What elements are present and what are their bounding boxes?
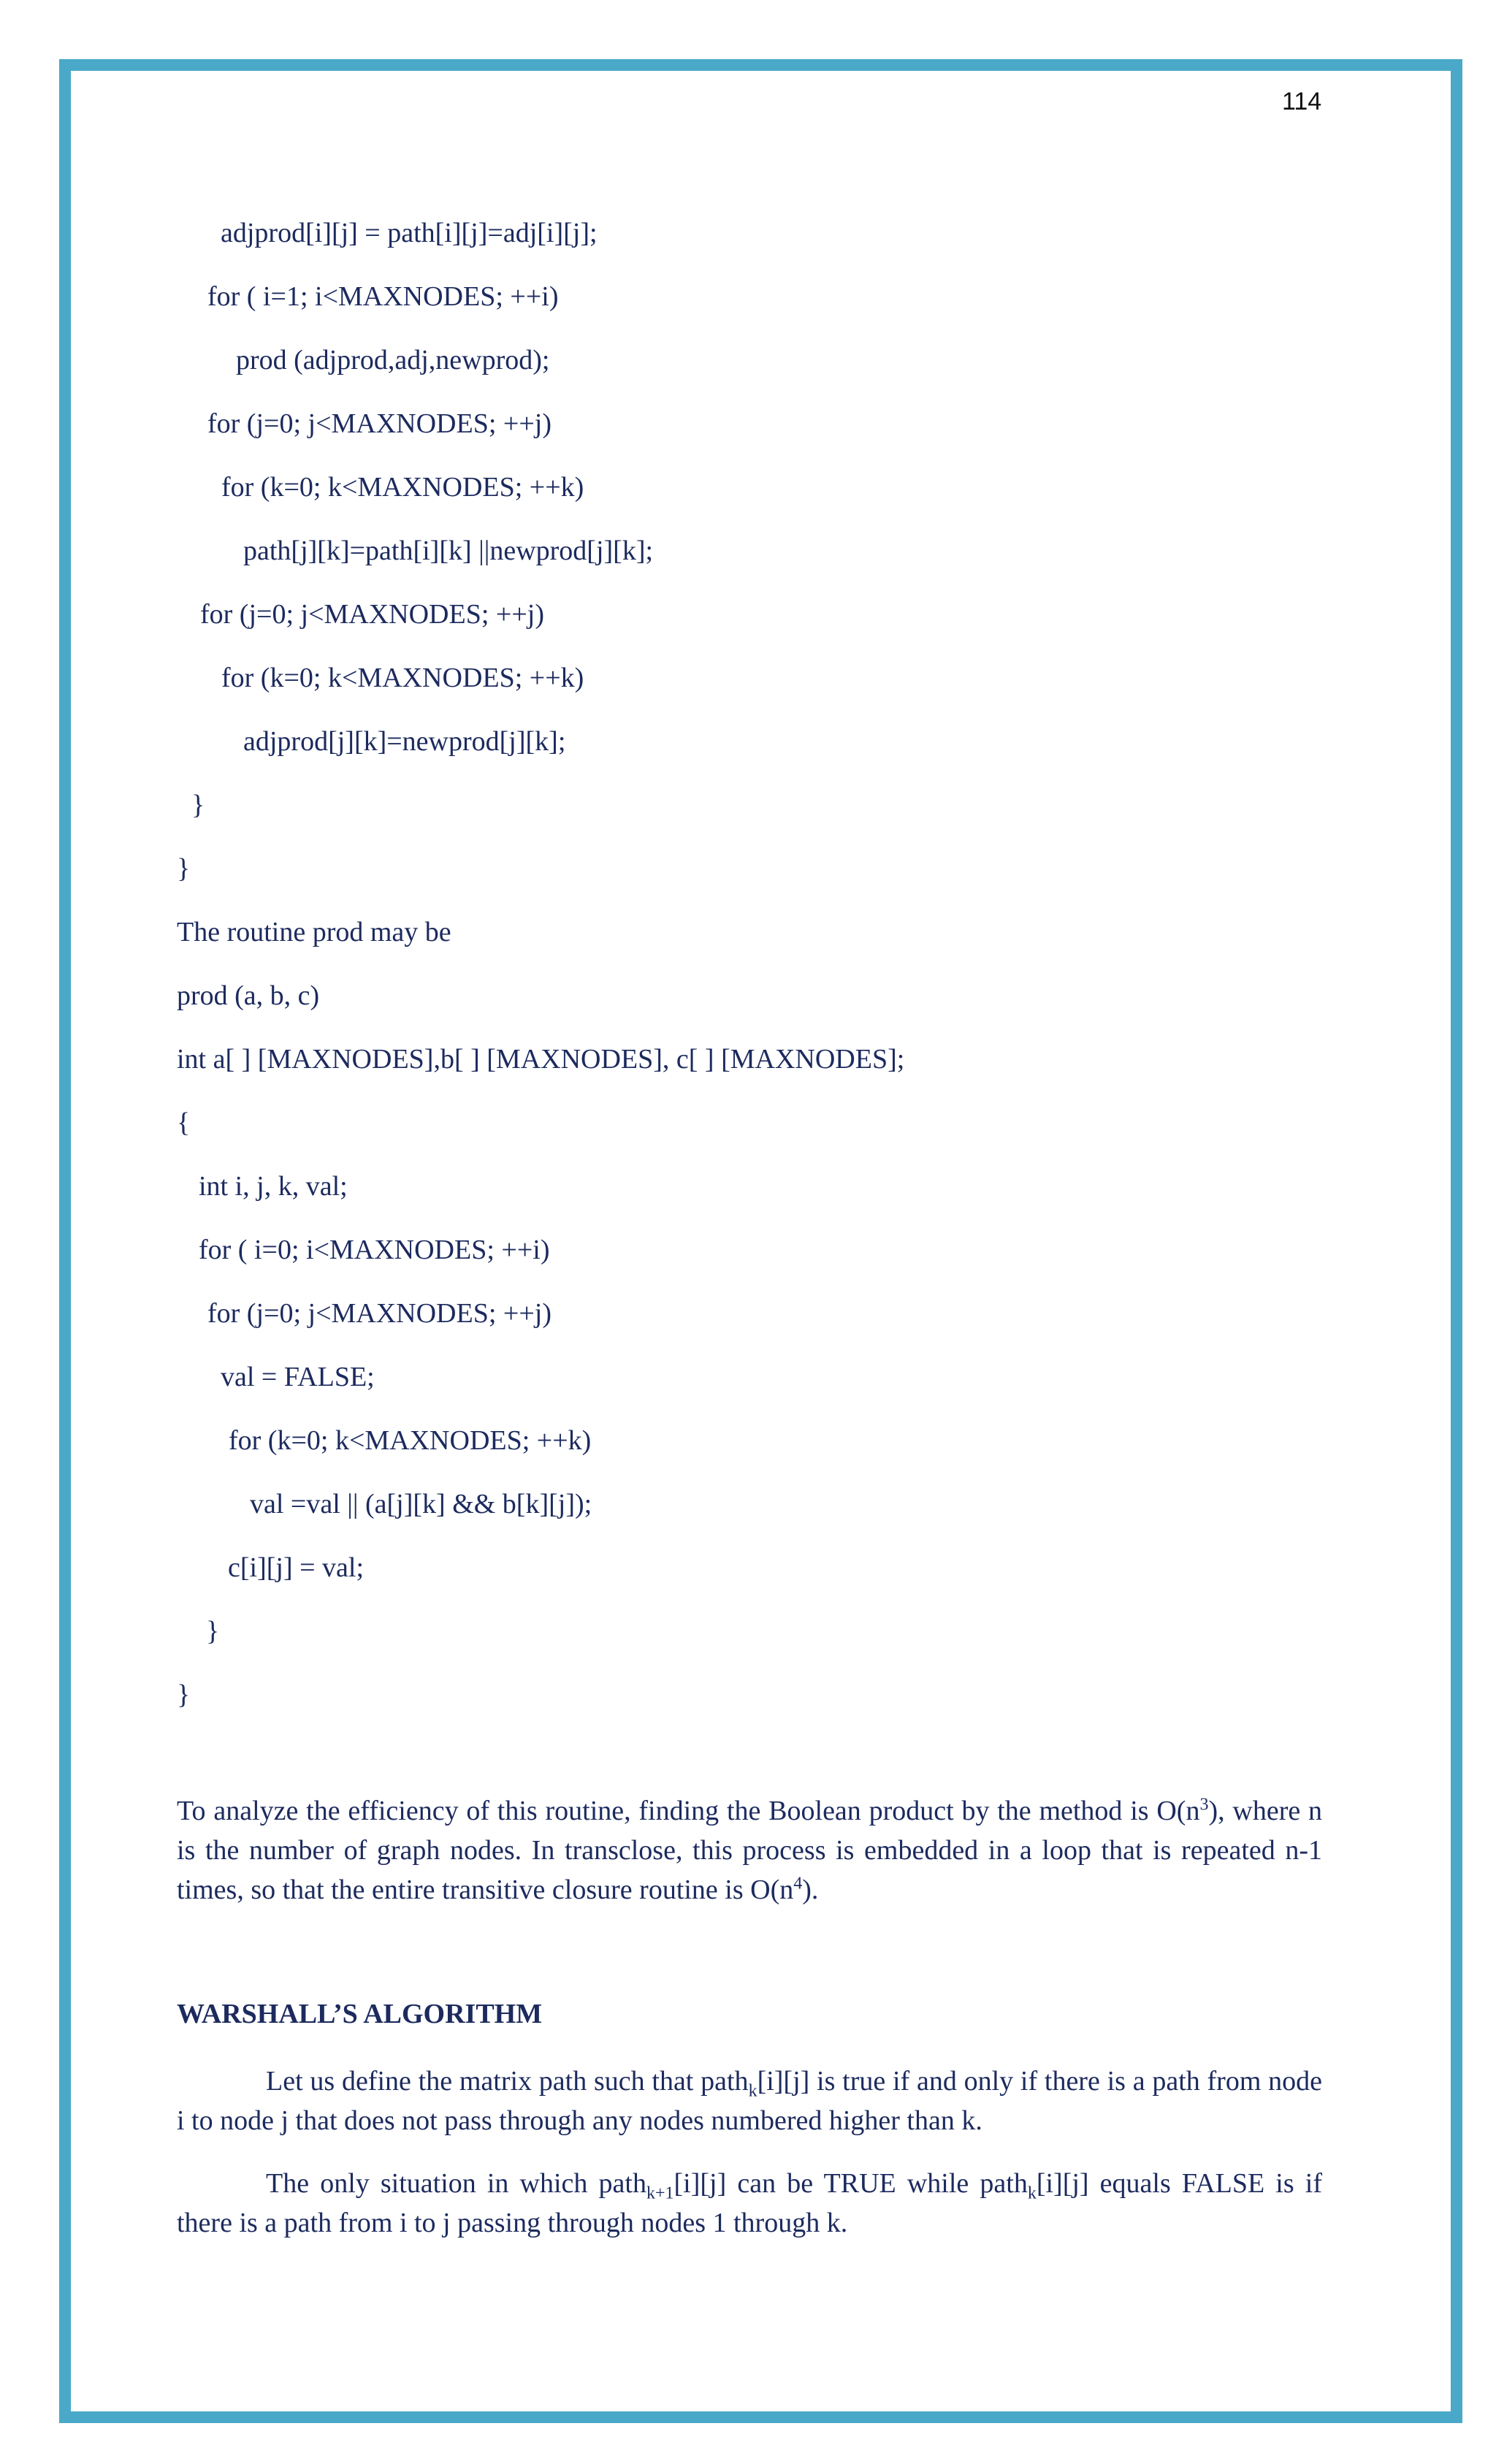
code-line: The routine prod may be bbox=[177, 917, 451, 947]
warshall-p2-text-a: The only situation in which path bbox=[266, 2168, 646, 2199]
code-line: int a[ ] [MAXNODES],b[ ] [MAXNODES], c[ ] [MAXNODES]; bbox=[177, 1044, 905, 1075]
code-line: for (j=0; j<MAXNODES; ++j) bbox=[207, 1298, 552, 1329]
warshall-p2-subscript-1: k+1 bbox=[646, 2183, 674, 2203]
code-line: c[i][j] = val; bbox=[228, 1552, 365, 1583]
warshall-p1-subscript: k bbox=[748, 2081, 757, 2101]
code-line: val =val || (a[j][k] && b[k][j]); bbox=[250, 1489, 592, 1519]
code-line: } bbox=[177, 853, 191, 884]
efficiency-text-2: ), where n is the number of graph nodes. In transclose, this process is embedded in a loop that is repeated n-1 times, so that the entire transitive closure routine is O(n bbox=[177, 1796, 1323, 1905]
warshall-p2-subscript-2: k bbox=[1027, 2183, 1037, 2203]
section-heading: WARSHALL’S ALGORITHM bbox=[177, 1999, 543, 2029]
efficiency-paragraph bbox=[177, 1791, 1322, 1910]
code-line: } bbox=[206, 1616, 220, 1647]
code-line: } bbox=[191, 790, 205, 820]
efficiency-exponent-1: 3 bbox=[1199, 1795, 1209, 1815]
code-line: for (j=0; j<MAXNODES; ++j) bbox=[200, 599, 544, 630]
warshall-p1-text-a: Let us define the matrix path such that path bbox=[266, 2066, 749, 2097]
warshall-p2-text-c: [i][j] equals FALSE is if there is a path from i to j passing through nodes 1 through k. bbox=[177, 2168, 1322, 2238]
code-line: for (k=0; k<MAXNODES; ++k) bbox=[229, 1425, 592, 1456]
warshall-paragraph-1 bbox=[177, 2061, 1322, 2140]
code-line: for (j=0; j<MAXNODES; ++j) bbox=[207, 408, 552, 439]
efficiency-text-3: ). bbox=[802, 1874, 819, 1905]
code-line: { bbox=[177, 1107, 191, 1138]
code-line: adjprod[j][k]=newprod[j][k]; bbox=[243, 726, 566, 757]
efficiency-exponent-2: 4 bbox=[793, 1874, 803, 1893]
page-number: 114 bbox=[1282, 88, 1322, 115]
code-line: int i, j, k, val; bbox=[199, 1171, 348, 1202]
code-line: prod (a, b, c) bbox=[177, 980, 320, 1011]
code-line: path[j][k]=path[i][k] ||newprod[j][k]; bbox=[243, 535, 654, 566]
warshall-p2-text-b: [i][j] can be TRUE while path bbox=[673, 2168, 1028, 2199]
code-line: adjprod[i][j] = path[i][j]=adj[i][j]; bbox=[221, 218, 598, 248]
efficiency-text-1: To analyze the efficiency of this routine, finding the Boolean product by the method is O(n bbox=[177, 1796, 1200, 1826]
code-line: prod (adjprod,adj,newprod); bbox=[236, 345, 550, 375]
code-line: for (k=0; k<MAXNODES; ++k) bbox=[221, 472, 584, 503]
warshall-p1-text-b: [i][j] is true if and only if there is a path from node i to node j that does not pass through any nodes numbered higher than k. bbox=[177, 2066, 1323, 2136]
code-line: for (k=0; k<MAXNODES; ++k) bbox=[221, 663, 584, 693]
code-line: for ( i=0; i<MAXNODES; ++i) bbox=[199, 1235, 550, 1265]
code-line: for ( i=1; i<MAXNODES; ++i) bbox=[207, 281, 559, 312]
warshall-paragraph-2 bbox=[177, 2164, 1322, 2243]
code-line: val = FALSE; bbox=[221, 1362, 375, 1392]
code-line: } bbox=[177, 1679, 191, 1710]
